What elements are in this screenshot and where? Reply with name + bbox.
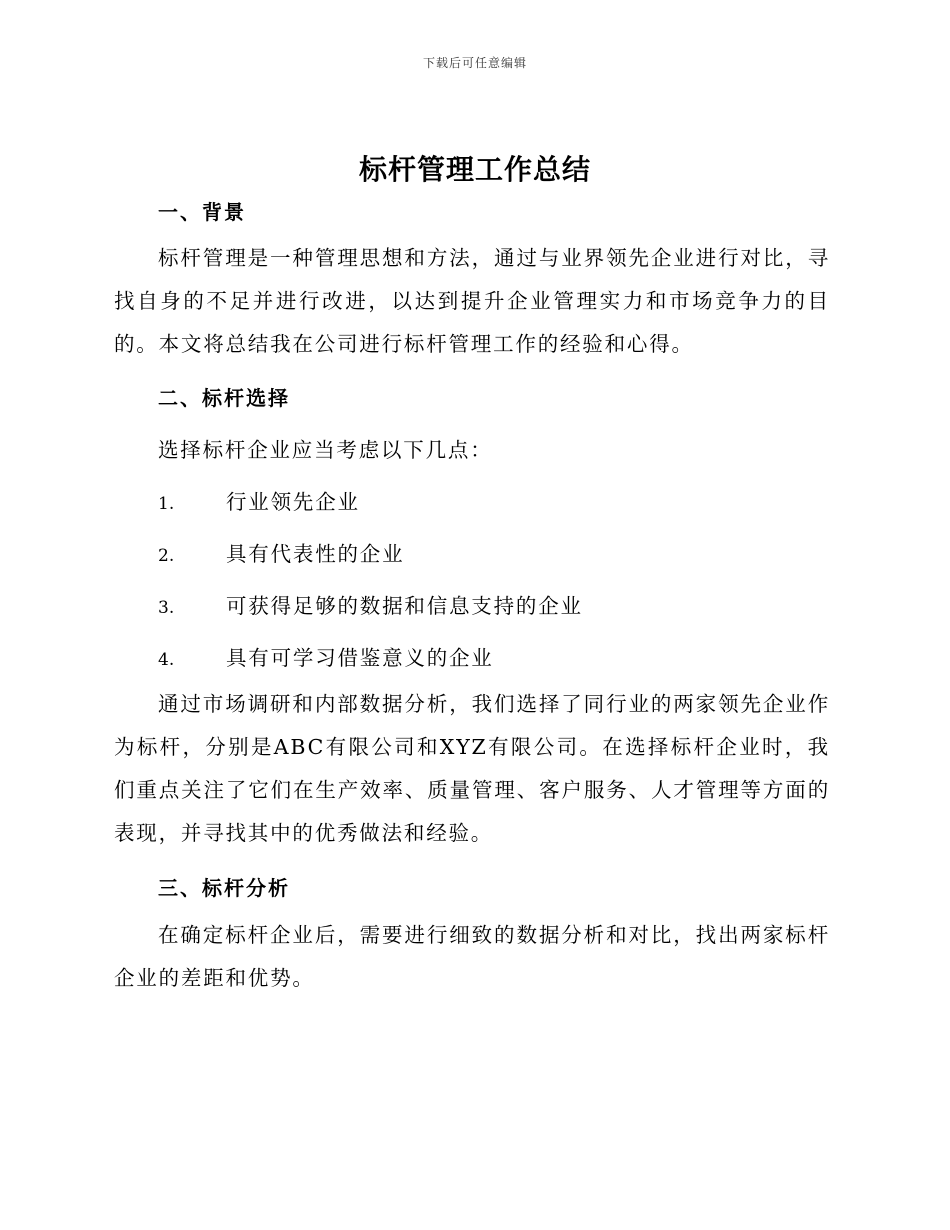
section-heading-benchmark-selection: 二、标杆选择 <box>158 386 290 410</box>
paragraph-background: 标杆管理是一种管理思想和方法，通过与业界领先企业进行对比，寻找自身的不足并进行改进，以达到提升企业管理实力和市场竞争力的目的。本文将总结我在公司进行标杆管理工作的经验和心得。 <box>114 246 830 356</box>
list-item <box>158 589 583 619</box>
paragraph-selection-intro: 选择标杆企业应当考虑以下几点： <box>158 438 493 462</box>
list-item-number: 3. <box>158 598 175 618</box>
list-item <box>158 537 404 567</box>
list-item-number: 2. <box>158 546 175 566</box>
list-item-text: 具有代表性的企业 <box>226 542 405 566</box>
document-title: 标杆管理工作总结 <box>358 153 591 186</box>
paragraph-selection-result: 通过市场调研和内部数据分析，我们选择了同行业的两家领先企业作为标杆，分别是ABC有限公司和XYZ有限公司。在选择标杆企业时，我们重点关注了它们在生产效率、质量管理、客户服务、人才管理等方面的表现，并寻找其中的优秀做法和经验。 <box>114 692 830 845</box>
paragraph-analysis: 在确定标杆企业后，需要进行细致的数据分析和对比，找出两家标杆企业的差距和优势。 <box>114 923 830 990</box>
list-item-text: 具有可学习借鉴意义的企业 <box>226 646 494 670</box>
list-item-text: 可获得足够的数据和信息支持的企业 <box>226 594 583 618</box>
section-heading-background: 一、背景 <box>158 200 246 224</box>
list-item-number: 1. <box>158 494 175 514</box>
section-heading-benchmark-analysis: 三、标杆分析 <box>158 876 290 900</box>
list-item-number: 4. <box>158 650 175 670</box>
list-item <box>158 641 494 671</box>
list-item <box>158 485 360 515</box>
list-item-text: 行业领先企业 <box>226 490 360 514</box>
page-header: 下载后可任意编辑 <box>422 56 527 70</box>
